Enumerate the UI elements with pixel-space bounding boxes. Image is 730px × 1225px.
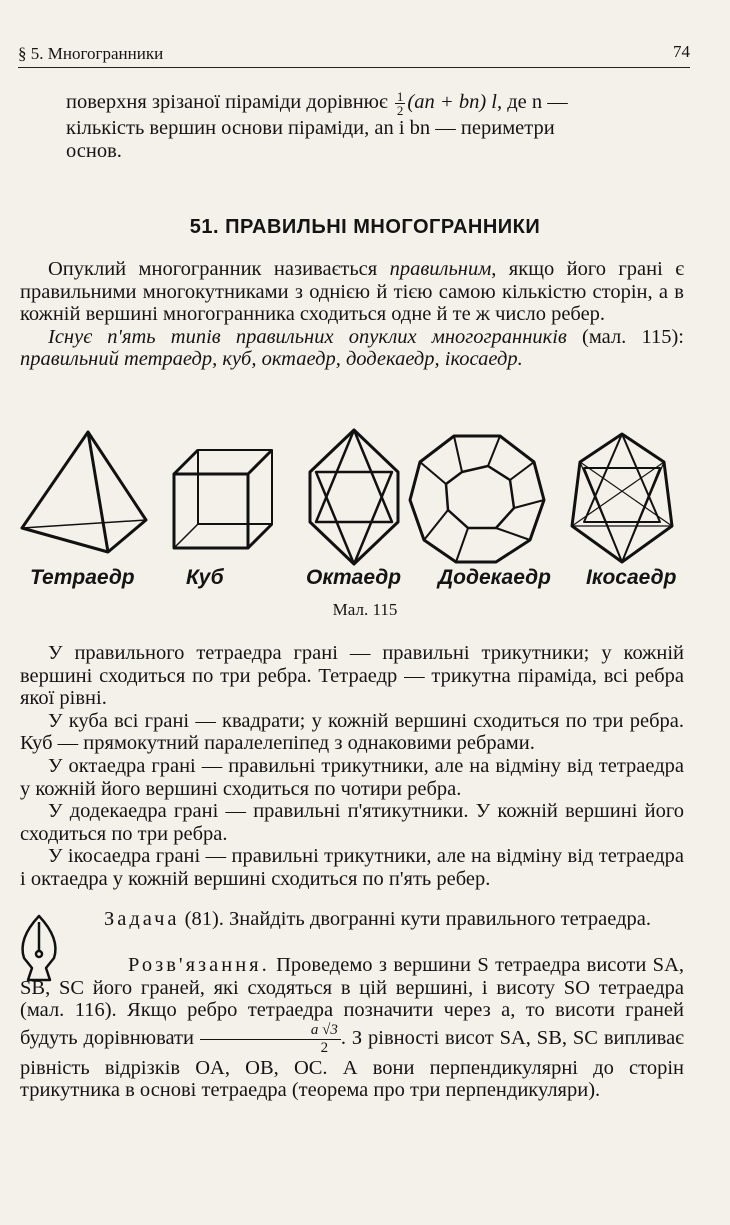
polyhedra-drawings — [10, 428, 700, 568]
page-header — [18, 38, 690, 68]
intro-paragraph — [20, 90, 684, 162]
types-figure-ref: (мал. 115): — [582, 325, 684, 348]
types-list: правильний тетраедр, куб, октаедр, додекаедр, ікосаедр. — [20, 348, 523, 371]
solution-text-b: . З рівності висот SA, SB, SC випливає рівність відрізків OA, OB, OC. А вони перпендикулярні до сторін трикутника в основі тетраедра (теорема про три перпендикуляри). — [20, 1026, 684, 1102]
solution-label: Розв'язання. — [128, 954, 270, 976]
dodecahedron-drawing — [410, 436, 544, 562]
label-tetrahedron: Тетраедр — [30, 566, 135, 589]
figure-caption: Мал. 115 — [332, 600, 398, 619]
label-cube: Куб — [186, 566, 224, 589]
task-label: Задача — [104, 908, 180, 930]
header-rule — [18, 67, 690, 68]
label-octahedron: Октаедр — [306, 566, 402, 589]
intro-part2: де n — — [507, 91, 568, 114]
paragraph-icosahedron: У ікосаедра грані — правильні трикутники, але на відміну від тетраедра і октаедра у кожній вершині сходиться по п'ять ребер. — [20, 845, 684, 890]
task-text: (81). Знайдіть двогранні кути правильного тетраедра. — [184, 908, 651, 930]
paragraph-tetrahedron: У правильного тетраедра грані — правильні трикутники; у кожній вершині сходиться по три ребра. Тетраедр — трикутна піраміда, всі ребра якої рівні. — [20, 642, 684, 710]
intro-formula: (an + bn) l, — [407, 91, 503, 114]
label-dodecahedron: Додекаедр — [438, 566, 551, 589]
tetrahedron-drawing — [22, 432, 146, 552]
definition-term: правильним — [389, 258, 492, 280]
section-title: § 5. Многогранники — [18, 44, 164, 63]
icosahedron-drawing — [572, 434, 672, 562]
polyhedra-figure — [10, 428, 700, 568]
figure-labels — [10, 566, 700, 596]
intro-line2: кількість вершин основи піраміди, an і bn — периметри — [66, 117, 555, 139]
fraction-a-sqrt3-over-2: $\frac{a √3}{2}$ — [200, 1022, 341, 1057]
page-number: 74 — [673, 42, 690, 61]
types-text-a: Існує п'ять типів правильних опуклих многогранників — [48, 325, 567, 348]
cube-drawing — [174, 450, 272, 548]
section-heading: 51. ПРАВИЛЬНІ МНОГОГРАННИКИ — [189, 216, 541, 238]
intro-line3: основ. — [66, 139, 122, 162]
definition-text-b: , якщо його грані є правильними многокутниками з однією й тією самою кількістю сторін, а в кожній вершині многогранника сходиться одне й те ж число ребер. — [20, 258, 685, 326]
definition-text-a: Опуклий многогранник називається — [48, 258, 378, 280]
fraction-one-half: $\frac{1}{2}$ — [396, 89, 404, 118]
paragraph-dodecahedron: У додекаедра грані — правильні п'ятикутники. У кожній вершині його сходиться по три ребра. — [20, 800, 684, 845]
label-icosahedron: Ікосаедр — [586, 566, 677, 589]
intro-part1: поверхня зрізаної піраміди дорівнює — [66, 91, 388, 114]
task-block — [104, 908, 684, 931]
body-text — [20, 642, 684, 891]
definition-paragraph — [20, 258, 684, 371]
paragraph-octahedron: У октаедра грані — правильні трикутники, але на відміну від тетраедра у кожній його вершині сходиться по чотири ребра. — [20, 754, 684, 800]
paragraph-cube: У куба всі грані — квадрати; у кожній вершині сходиться по три ребра. Куб — прямокутний паралелепіпед з однаковими ребрами. — [20, 709, 684, 755]
solution-text-a: Проведемо з вершини S тетраедра висоти SA, SB, SC його граней, які сходяться в цій вершині, і висоту SO тетраедра (мал. 116). Якщо ребро тетраедра позначити через a, то висоти граней будуть дорівнювати — [20, 954, 684, 1049]
solution-block — [20, 954, 684, 1102]
octahedron-drawing — [310, 430, 398, 564]
